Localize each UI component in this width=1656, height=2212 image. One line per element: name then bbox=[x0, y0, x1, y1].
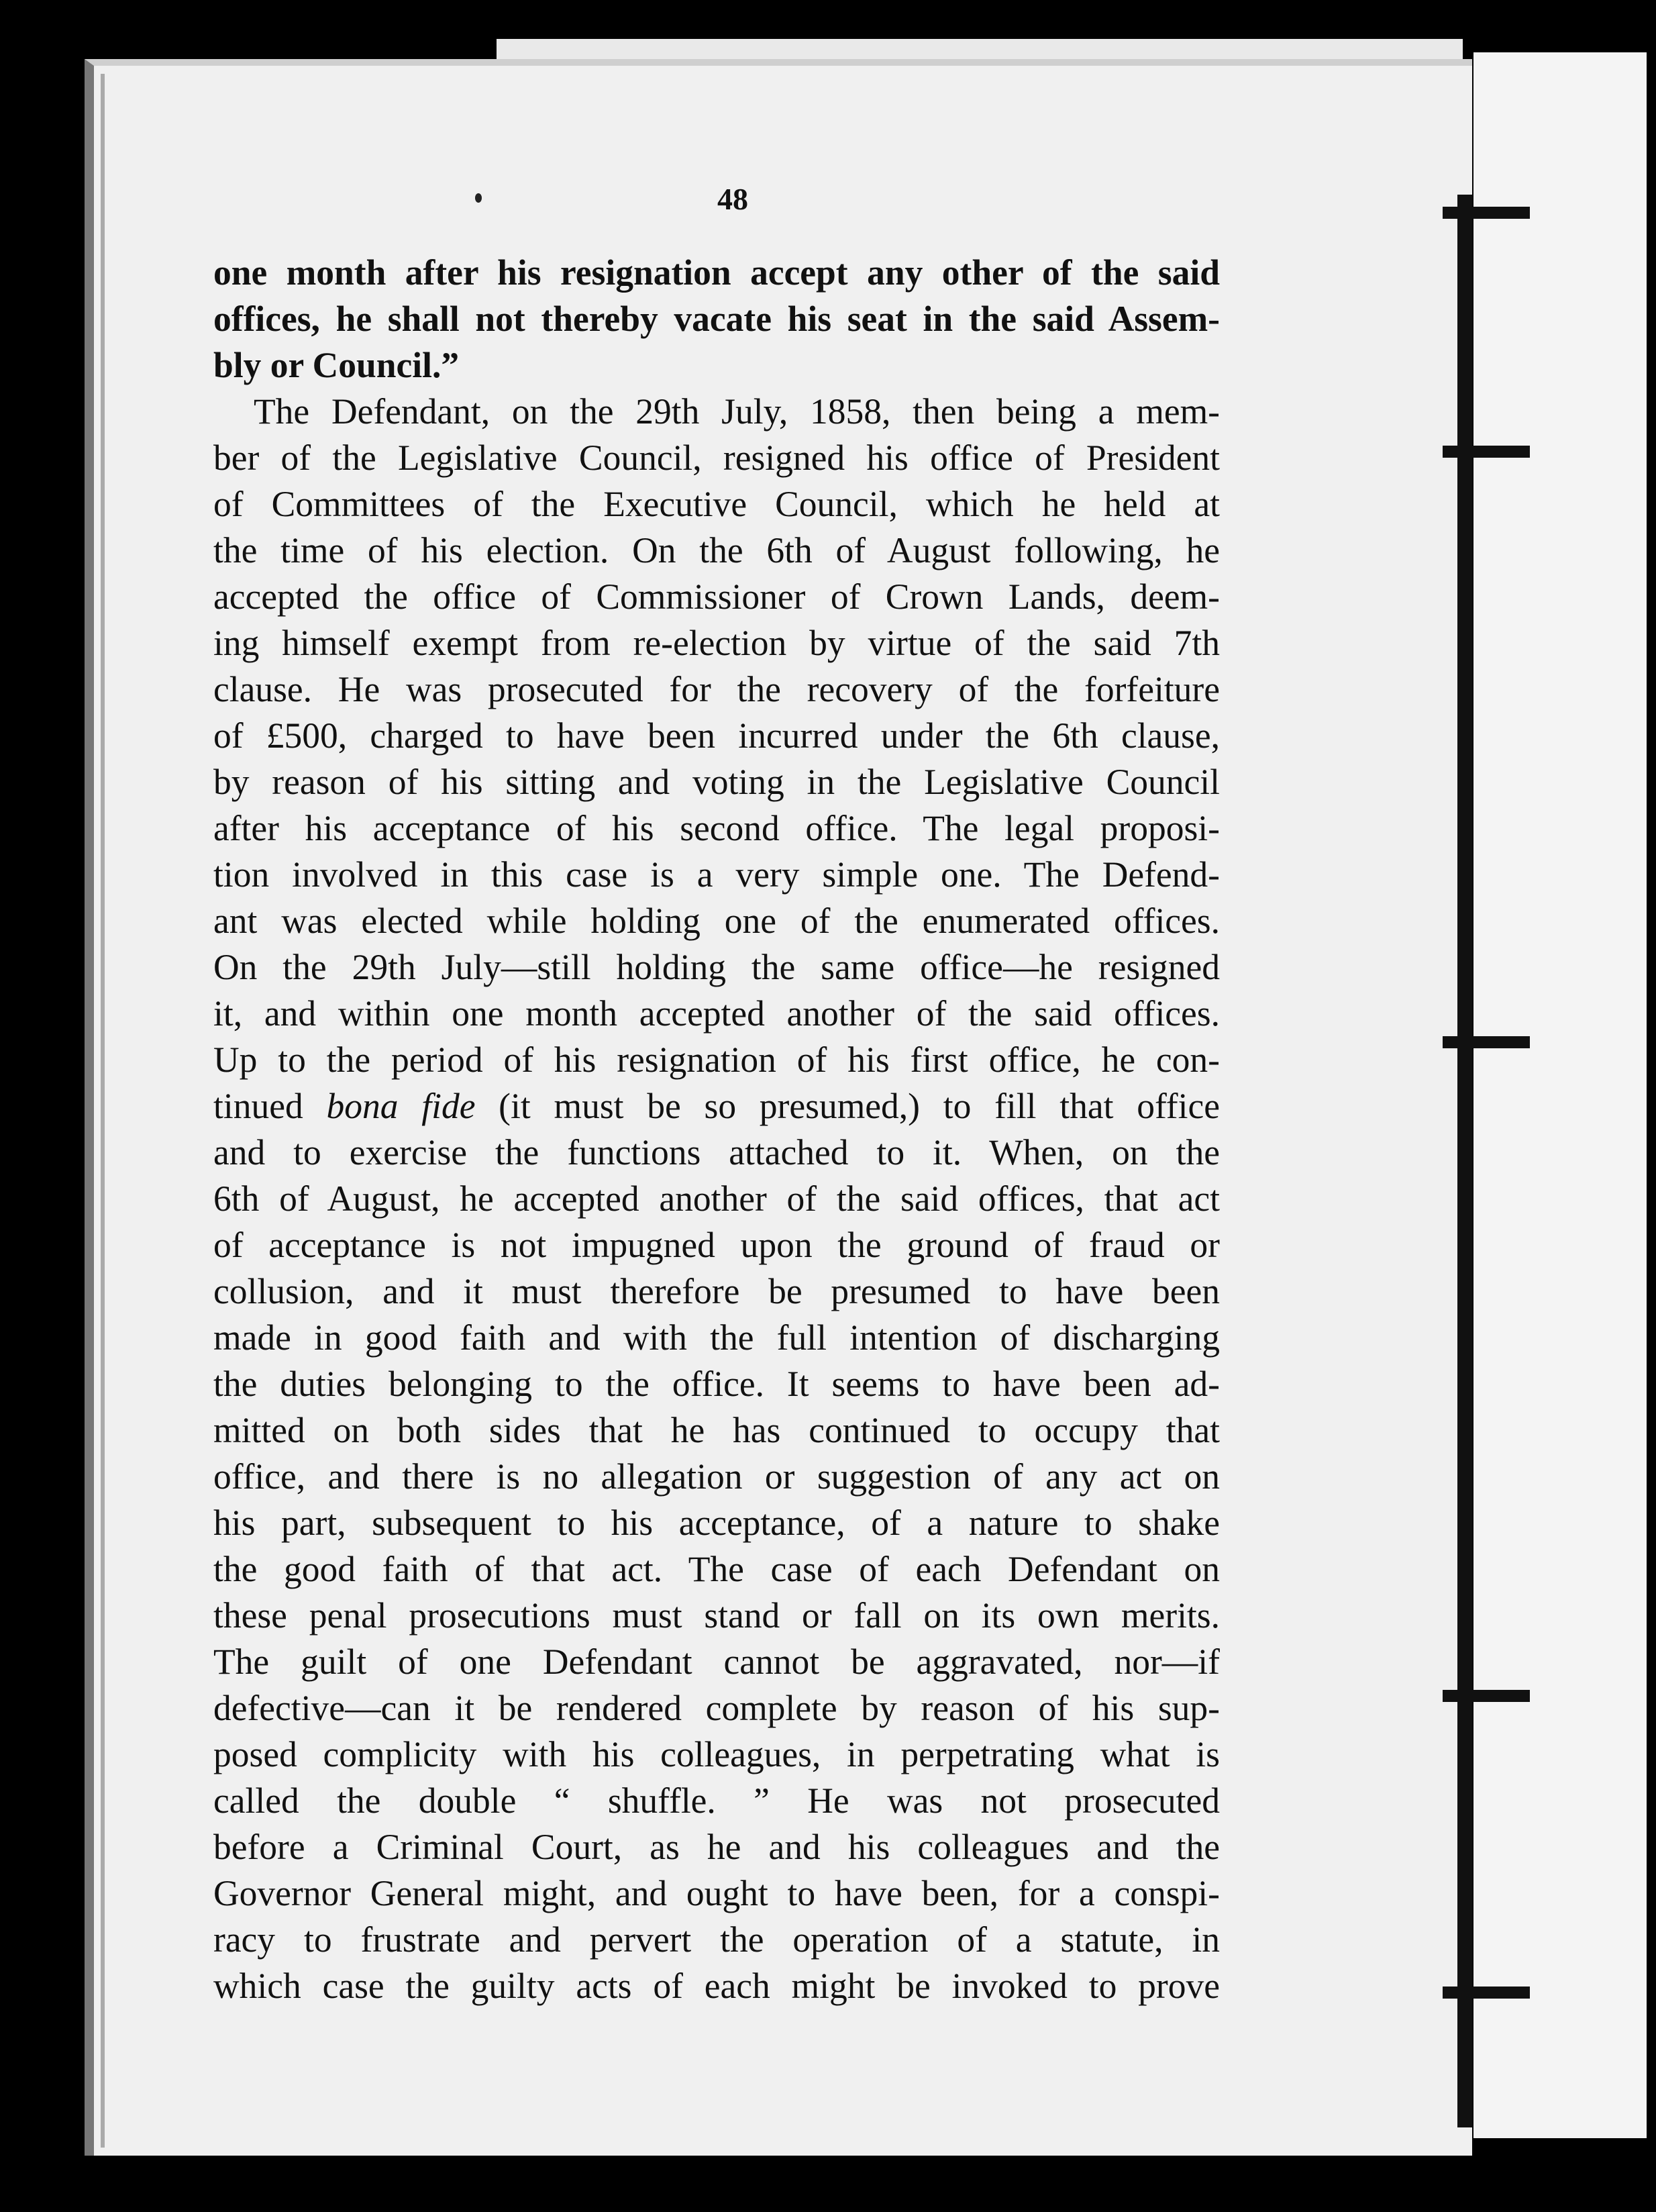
binding-bracket bbox=[1443, 1690, 1530, 1702]
text-line: posed complicity with his colleagues, in perpetrating what is bbox=[213, 1734, 1220, 1774]
italic-phrase: bona fide bbox=[326, 1086, 476, 1126]
text-line: office, and there is no allegation or suggestion of any act on bbox=[213, 1456, 1220, 1497]
facing-page bbox=[1473, 52, 1647, 2138]
text-line: the good faith of that act. The case of each Defendant on bbox=[213, 1549, 1220, 1589]
text-line: the duties belonging to the office. It seems to have been ad- bbox=[213, 1364, 1220, 1404]
text-line: 6th of August, he accepted another of the said offices, that act bbox=[213, 1178, 1220, 1219]
text-line: Up to the period of his resignation of his first office, he con- bbox=[213, 1040, 1220, 1080]
text-line: ing himself exempt from re-election by virtue of the said 7th bbox=[213, 623, 1220, 663]
text-line: Governor General might, and ought to have been, for a conspi- bbox=[213, 1873, 1220, 1913]
text-line: his part, subsequent to his acceptance, of a nature to shake bbox=[213, 1503, 1220, 1543]
text-line: and to exercise the functions attached to it. When, on the bbox=[213, 1132, 1220, 1172]
text-line: it, and within one month accepted another of the said offices. bbox=[213, 993, 1220, 1034]
text-line: after his acceptance of his second office. The legal proposi- bbox=[213, 808, 1220, 848]
text-line: defective—can it be rendered complete by reason of his sup- bbox=[213, 1688, 1220, 1728]
text-line: The guilt of one Defendant cannot be aggravated, nor—if bbox=[213, 1642, 1220, 1682]
text-line: which case the guilty acts of each might be invoked to prove bbox=[213, 1966, 1220, 2006]
text-line: offices, he shall not thereby vacate his seat in the said Assem- bbox=[213, 299, 1220, 339]
ink-mark bbox=[475, 193, 482, 203]
text-line: of £500, charged to have been incurred under the 6th clause, bbox=[213, 715, 1220, 756]
page-edge-shadow bbox=[101, 74, 105, 2148]
text-line: collusion, and it must therefore be presumed to have been bbox=[213, 1271, 1220, 1311]
text-line: accepted the office of Commissioner of Crown Lands, deem- bbox=[213, 576, 1220, 617]
text-line: tinued bona fide (it must be so presumed,) to fill that office bbox=[213, 1086, 1220, 1126]
page-top-edge bbox=[497, 39, 1463, 62]
text-line: by reason of his sitting and voting in the Legislative Council bbox=[213, 762, 1220, 802]
binding-bracket bbox=[1443, 207, 1530, 219]
text-line: On the 29th July—still holding the same office—he resigned bbox=[213, 947, 1220, 987]
text-line: bly or Council.” bbox=[213, 345, 460, 385]
text-line: called the double “ shuffle. ” He was not prosecuted bbox=[213, 1780, 1220, 1821]
binding-bracket bbox=[1443, 1987, 1530, 1999]
text-line: tion involved in this case is a very simple one. The Defend- bbox=[213, 854, 1220, 895]
text-line: clause. He was prosecuted for the recovery of the forfeiture bbox=[213, 669, 1220, 709]
text-line: The Defendant, on the 29th July, 1858, then being a mem- bbox=[254, 391, 1220, 432]
text-line: the time of his election. On the 6th of August following, he bbox=[213, 530, 1220, 570]
body-text bbox=[213, 250, 1220, 2009]
text-line: racy to frustrate and pervert the operation of a statute, in bbox=[213, 1919, 1220, 1960]
text-line: one month after his resignation accept any other of the said bbox=[213, 252, 1220, 293]
text-line: of acceptance is not impugned upon the ground of fraud or bbox=[213, 1225, 1220, 1265]
text-line: made in good faith and with the full intention of discharging bbox=[213, 1317, 1220, 1358]
text-line: ber of the Legislative Council, resigned his office of President bbox=[213, 438, 1220, 478]
binding-bracket bbox=[1443, 446, 1530, 458]
text-line: these penal prosecutions must stand or fall on its own merits. bbox=[213, 1595, 1220, 1636]
text-line: mitted on both sides that he has continued to occupy that bbox=[213, 1410, 1220, 1450]
binding-spine bbox=[1457, 195, 1472, 2127]
binding-bracket bbox=[1443, 1036, 1530, 1048]
page-number: 48 bbox=[717, 182, 748, 216]
text-line: before a Criminal Court, as he and his colleagues and the bbox=[213, 1827, 1220, 1867]
text-line: ant was elected while holding one of the enumerated offices. bbox=[213, 901, 1220, 941]
text-line: of Committees of the Executive Council, which he held at bbox=[213, 484, 1220, 524]
